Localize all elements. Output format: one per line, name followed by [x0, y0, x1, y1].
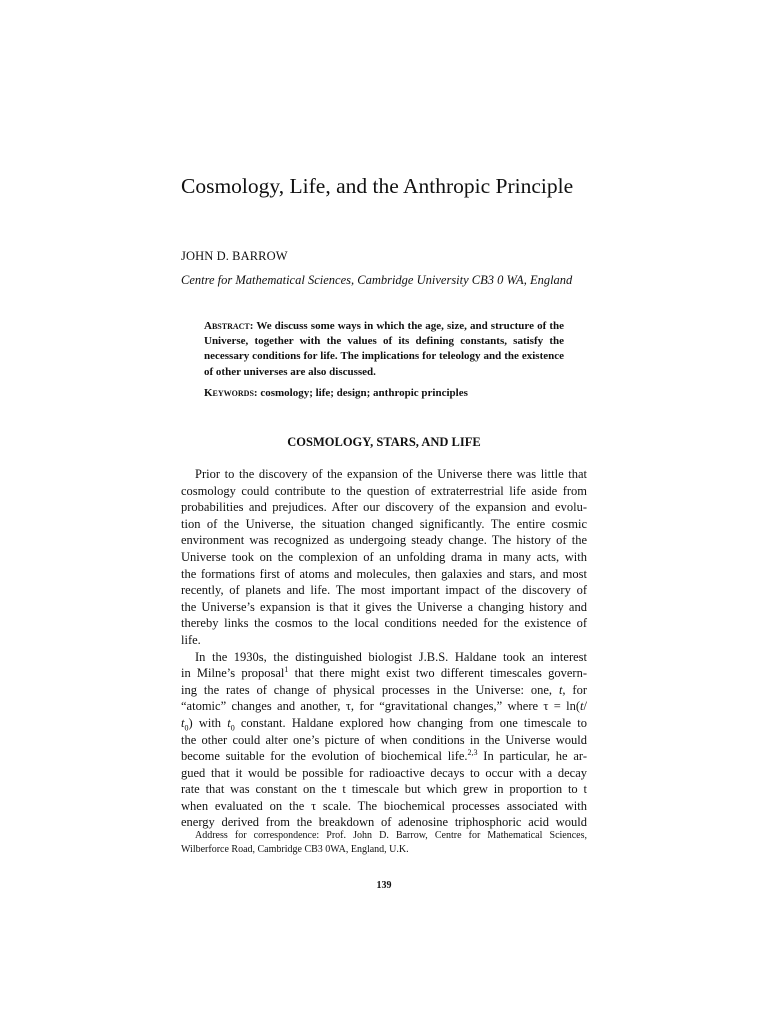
text-line: probabilities and prejudices. After our discovery of the expansion and evolu-	[181, 500, 587, 515]
text-run: ing the rates of change of physical processes in the Universe: one,	[181, 682, 559, 697]
text-line: environment was recognized as undergoing steady change. The history of the	[181, 533, 587, 548]
math-symbol: t	[227, 715, 231, 730]
text-line	[181, 665, 587, 682]
section-heading: COSMOLOGY, STARS, AND LIFE	[287, 435, 481, 449]
text-line	[181, 698, 587, 715]
paragraph-1	[181, 466, 587, 649]
paragraph-2	[181, 649, 587, 832]
math-subscript: 0	[184, 723, 189, 733]
text-line: thereby links the cosmos to the local conditions needed for the existence of	[181, 616, 587, 631]
body-text	[181, 466, 587, 831]
text-run: In particular, he ar-	[477, 749, 587, 764]
text-line: the Universe’s expansion is that it gives the Universe a changing history and	[181, 599, 587, 614]
citation-superscript: 2,3	[467, 747, 478, 757]
text-line	[181, 715, 587, 732]
abstract-label: Abstract:	[204, 320, 254, 332]
text-run: ) with	[188, 715, 228, 730]
abstract-text: We discuss some ways in which the age, size, and structure of the Universe, together with the values of its defining constants, satisfy the necessary conditions for life. The implications for teleology and the existence of other universes are also discussed.	[204, 320, 564, 378]
correspondence-footnote: Address for correspondence: Prof. John D. Barrow, Centre for Mathematical Sciences, Wilberforce Road, Cambridge CB3 0WA, England, U.K.	[181, 830, 587, 855]
text-line: the formations first of atoms and molecules, then galaxies and stars, and most	[181, 566, 587, 581]
text-run: in Milne’s proposal	[181, 666, 285, 681]
text-line: when evaluated on the τ scale. The biochemical processes associated with	[181, 798, 587, 813]
paper-title: Cosmology, Life, and the Anthropic Principle	[181, 174, 574, 198]
math-subscript: 0	[230, 723, 235, 733]
text-run: , for	[562, 682, 588, 697]
math-symbol: t	[181, 715, 185, 730]
text-run: become suitable for the evolution of biochemical life.	[181, 749, 468, 764]
citation-superscript: 1	[284, 664, 289, 674]
text-line	[181, 748, 587, 765]
paper-page	[181, 0, 587, 1024]
text-line: Prior to the discovery of the expansion of the Universe there was little that	[195, 467, 587, 481]
text-line: cosmology could contribute to the question of extraterrestrial life aside from	[181, 483, 587, 498]
math-symbol: t	[558, 682, 563, 697]
text-line: In the 1930s, the distinguished biologist J.B.S. Haldane took an interest	[195, 649, 587, 664]
text-run: “atomic” changes and another, τ, for “gravitational changes,” where τ = ln(	[181, 699, 581, 714]
text-line: recently, of planets and life. The most important impact of the discovery of	[181, 583, 587, 598]
text-run: /	[583, 699, 587, 714]
text-line: the other could alter one’s picture of when conditions in the Universe would	[181, 732, 587, 747]
keywords-text: cosmology; life; design; anthropic principles	[260, 387, 468, 399]
text-line: life.	[181, 632, 201, 647]
text-line: tion of the Universe, the situation changed significantly. The entire cosmic	[181, 516, 587, 531]
text-line: rate that was constant on the t timescale but which grew in proportion to t	[181, 782, 587, 797]
author-affiliation: Centre for Mathematical Sciences, Cambridge University CB3 0 WA, England	[181, 273, 573, 287]
author-name: JOHN D. BARROW	[181, 249, 288, 263]
text-run: that there might exist two different timescales govern-	[288, 666, 587, 681]
text-line: Universe took on the complexion of an unfolding drama in many acts, with	[181, 549, 587, 564]
page-number: 139	[376, 880, 392, 891]
keywords-label: Keywords:	[204, 387, 258, 399]
text-run: constant. Haldane explored how changing from one timescale to	[234, 715, 587, 730]
abstract	[204, 319, 564, 380]
math-symbol: t	[580, 699, 584, 714]
text-line: gued that it would be possible for radioactive decays to occur with a decay	[181, 765, 587, 780]
keywords	[204, 386, 564, 401]
text-line: energy derived from the breakdown of adenosine triphosphoric acid would	[181, 815, 587, 830]
text-line	[181, 682, 587, 699]
